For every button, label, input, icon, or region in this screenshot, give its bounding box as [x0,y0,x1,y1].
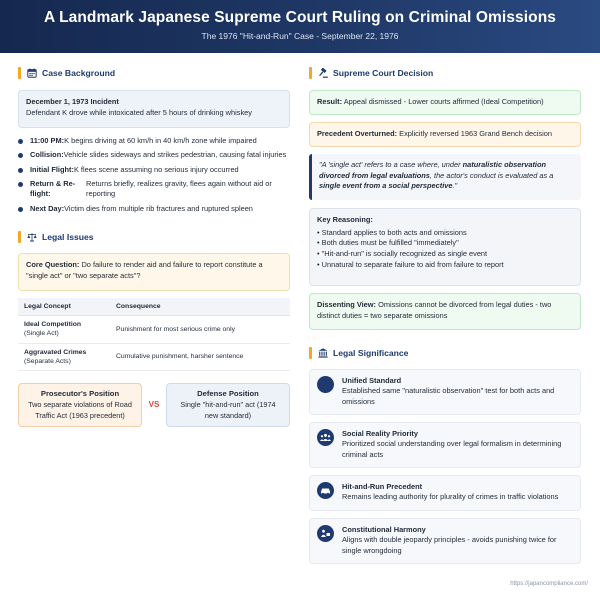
right-column [309,66,581,571]
result-box [309,90,581,115]
event-timeline [18,136,290,214]
timeline-item [18,204,290,214]
table-row [18,316,290,343]
table-row [18,343,290,370]
core-question-text: Do failure to render aid and failure to report constitute a "single act" or "two separate acts"? [26,260,263,280]
timeline-text: Victim dies from multiple rib fractures and ruptured spleen [64,203,253,213]
ruling-quote [309,154,581,200]
dissenting-view-box [309,293,581,330]
timeline-text: Returns briefly, realizes gravity, flees again without aid or reporting [86,179,272,199]
timeline-time: Collision: [30,150,64,160]
timeline-text: Vehicle slides sideways and strikes pedestrian, causing fatal injuries [63,150,287,160]
timeline-time: 11:00 PM: [30,136,65,145]
significance-item-text: Aligns with double jeopardy principles - avoids punishing twice for single wrongdoing [342,535,557,555]
incident-date: December 1, 1973 Incident [26,97,119,106]
bullet-dot [18,207,23,212]
bullet-dot [18,182,23,187]
dissent-text: Omissions cannot be divorced from legal duties - two distinct duties = two separate omissions [317,300,552,320]
case-background-title: Case Background [42,68,116,78]
bullet-dot [18,139,23,144]
courthouse-icon [318,348,328,358]
key-reasoning-box [309,208,581,286]
timeline-time: Initial Flight: [30,164,74,174]
reasoning-item: • Both duties must be fulfilled "immediately" [317,238,459,248]
versus-label: VS [148,400,160,410]
left-column [18,66,290,427]
significance-item-title: Social Reality Priority [342,429,418,438]
significance-item [309,475,581,511]
decision-heading [309,66,581,80]
concept-sub: (Separate Acts) [24,357,71,365]
reasoning-item: • Standard applies to both acts and omissions [317,227,467,237]
significance-list [309,369,581,564]
significance-item [309,422,581,468]
timeline-item [18,165,290,175]
table-cell-concept [18,316,110,343]
decision-title: Supreme Court Decision [333,68,434,78]
reasoning-item: • "Hit-and-run" is socially recognized as single event [317,249,488,259]
section-accent-bar [309,67,312,79]
significance-item [309,518,581,564]
overturned-label: Precedent Overturned: [317,129,398,138]
core-question-label: Core Question: [26,260,80,270]
significance-item-title: Unified Standard [342,376,402,385]
case-background-heading [18,66,290,80]
legal-issues-heading [18,230,290,244]
incident-box [18,90,290,128]
overturned-text: Explicitly reversed 1963 Grand Bench decision [397,129,552,138]
precedent-overturned-box [309,122,581,147]
scales-icon [27,232,37,242]
concept-sub: (Single Act) [24,330,59,338]
significance-item-text: Remains leading authority for plurality of crimes in traffic violations [342,492,559,502]
quote-emphasis: single event from a social perspective [319,181,453,191]
significance-item [309,369,581,415]
reasoning-title: Key Reasoning: [317,215,373,224]
people-icon [317,429,334,446]
quote-part: ." [452,181,458,191]
prosecutor-position-card [18,383,142,427]
positions-comparison [18,383,290,427]
defense-position-card [166,383,290,427]
result-label: Result: [317,97,343,106]
quote-part: "A 'single act' refers to a case where, under [319,160,463,169]
significance-title: Legal Significance [333,348,409,358]
table-cell-concept [18,343,110,370]
footer-url: https://japancompliance.com/ [510,581,588,587]
defense-text: Single "hit-and-run" act (1974 new standard) [180,400,276,420]
legal-issues-title: Legal Issues [42,232,94,243]
page-subtitle: The 1976 "Hit-and-Run" Case - September 22, 1976 [201,31,399,41]
legal-concept-table [18,298,290,371]
significance-item-text: Established same "naturalistic observation" test for both acts and omissions [342,386,555,406]
prosecutor-text: Two separate violations of Road Traffic Act (1963 precedent) [28,400,132,420]
section-accent-bar [18,67,21,79]
column-header-concept: Legal Concept [18,298,110,316]
quote-part: , the actor's conduct is evaluated as a [429,170,554,180]
concept-name: Ideal Competition [24,321,82,329]
timeline-text: K begins driving at 60 km/h in 40 km/h zone while impaired [64,136,257,145]
bullet-dot [18,168,23,173]
core-question-box [18,253,290,291]
timeline-time: Next Day: [30,203,65,213]
globe-icon [317,376,334,393]
timeline-item [18,150,290,160]
table-cell-consequence: Punishment for most serious crime only [110,316,290,343]
prosecutor-title: Prosecutor's Position [40,388,120,398]
significance-item-text: Prioritized social understanding over legal formalism in determining criminal acts [342,439,562,459]
result-text: Appeal dismissed - Lower courts affirmed (Ideal Competition) [342,97,544,106]
dissent-label: Dissenting View: [317,300,377,309]
gavel-icon [318,68,328,78]
significance-item-title: Hit-and-Run Precedent [342,482,423,491]
quote-emphasis: naturalistic observation divorced from legal evaluations [319,160,546,180]
defense-title: Defense Position [197,388,259,398]
timeline-item [18,136,290,146]
timeline-item [18,179,290,200]
section-accent-bar [18,231,21,243]
table-cell-consequence: Cumulative punishment, harsher sentence [110,343,290,370]
page-title: A Landmark Japanese Supreme Court Ruling on Criminal Omissions [43,9,557,26]
section-accent-bar [309,347,312,359]
bullet-dot [18,153,23,158]
significance-heading [309,346,581,360]
incident-text: Defendant K drove while intoxicated after 5 hours of drinking whiskey [26,107,252,117]
column-header-consequence: Consequence [110,298,290,316]
handshake-icon [317,525,334,542]
reasoning-item: • Unnatural to separate failure to aid from failure to report [317,259,504,269]
timeline-time: Return & Re-flight: [30,179,76,199]
concept-name: Aggravated Crimes [24,348,87,356]
calendar-icon [27,68,37,78]
car-icon [317,482,334,499]
table-header-row [18,298,290,316]
significance-item-title: Constitutional Harmony [342,525,426,534]
timeline-text: K flees scene assuming no serious injury occurred [73,164,239,174]
page-header [0,0,600,53]
